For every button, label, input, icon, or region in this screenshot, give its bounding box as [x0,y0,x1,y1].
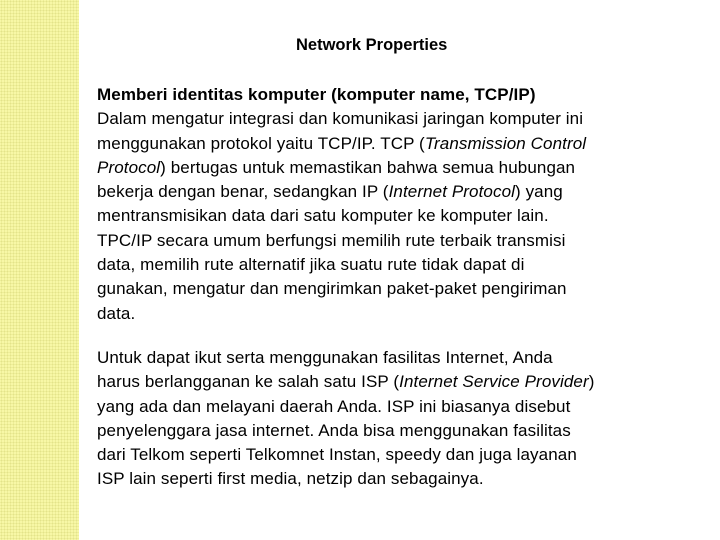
text-segment: bekerja dengan benar, sedangkan IP ( [97,182,389,202]
text-line: yang ada dan melayani daerah Anda. ISP ini biasanya disebut [97,396,571,416]
text-line: penyelenggara jasa internet. Anda bisa menggunakan fasilitas [97,420,571,440]
text-segment: ) bertugas untuk memastikan bahwa semua hubungan [160,157,576,177]
text-line: Untuk dapat ikut serta menggunakan fasilitas Internet, Anda [97,348,553,367]
text-line: Dalam mengatur integrasi dan komunikasi jaringan komputer ini [97,109,584,129]
italic-term: Transmission Control [424,133,587,153]
text-line: TPC/IP secara umum berfungsi memilih rute terbaik transmisi [97,230,566,250]
text-segment: ) [588,372,595,392]
decorative-side-band [0,0,79,540]
slide-title: Network Properties [296,36,448,54]
text-segment: harus berlangganan ke salah satu ISP ( [97,372,400,392]
text-line [97,132,687,156]
text-line: ISP lain seperti first media, netzip dan sebagainya. [97,469,484,489]
text-line: data. [97,303,136,323]
italic-term: Protocol [97,157,161,177]
paragraph-heading: Memberi identitas komputer (komputer name, TCP/IP) [97,85,536,104]
text-line: dari Telkom seperti Telkomnet Instan, speedy dan juga layanan [97,445,577,465]
italic-term: Internet Protocol [388,182,515,202]
text-line [97,156,687,180]
italic-term: Internet Service Provider [399,372,589,392]
text-line [97,180,687,204]
text-line: data, memilih rute alternatif jika suatu rute tidak dapat di [97,255,525,275]
paragraph-tcp-ip [97,83,687,326]
text-line: mentransmisikan data dari satu komputer ke komputer lain. [97,206,549,226]
text-line: gunakan, mengatur dan mengirimkan paket-paket pengiriman [97,279,567,299]
text-segment: menggunakan protokol yaitu TCP/IP. TCP ( [97,133,425,153]
text-segment: ) yang [515,182,563,202]
text-line [97,370,687,394]
paragraph-isp [97,346,687,492]
